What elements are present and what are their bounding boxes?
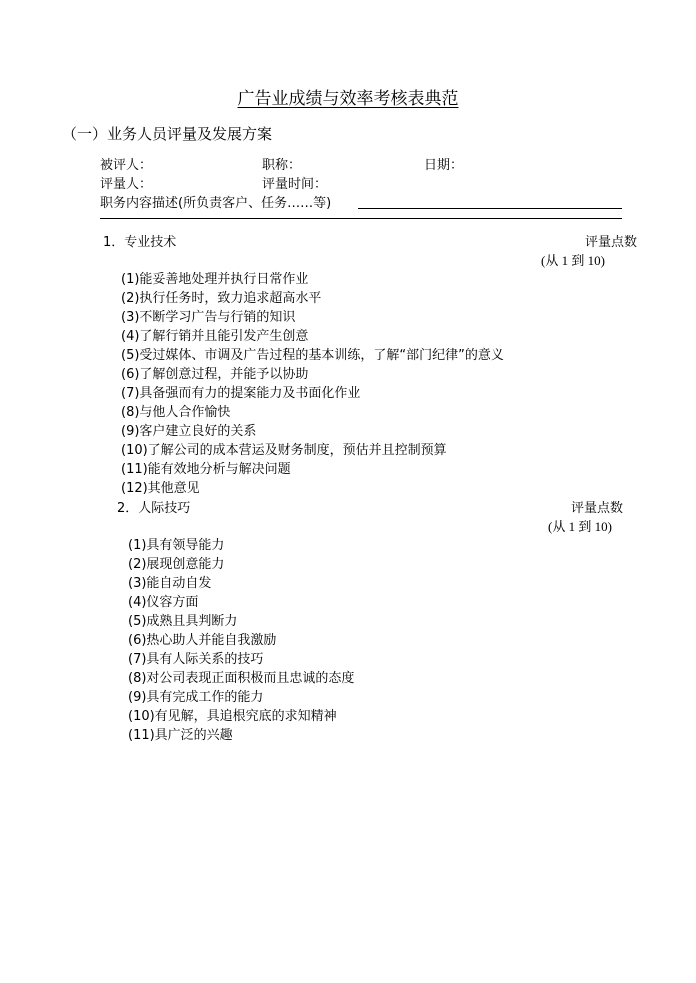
eval-time-label: 评量时间： — [262, 177, 328, 192]
part2-list-item: (5)成熟且具判断力 — [128, 614, 238, 629]
position-label: 职称： — [262, 158, 302, 173]
part1-list-item: (1)能妥善地处理并执行日常作业 — [121, 272, 309, 287]
job-description-label: 职务内容描述(所负责客户、任务……等) — [100, 196, 332, 211]
part1-list-item: (8)与他人合作愉快 — [121, 405, 231, 420]
part2-list-item: (10)有见解，具追根究底的求知精神 — [128, 709, 337, 724]
part1-list-item: (11)能有效地分析与解决问题 — [121, 462, 291, 477]
part2-list-item: (1)具有领导能力 — [128, 538, 225, 553]
part2-list-item: (7)具有人际关系的技巧 — [128, 652, 264, 667]
job-description-underline — [358, 208, 622, 209]
page-title: 广告业成绩与效率考核表典范 — [237, 89, 459, 109]
part2-score-range: (从 1 到 10) — [548, 519, 612, 534]
evaluatee-label: 被评人： — [100, 158, 153, 173]
part2-list-item: (6)热心助人并能自我激励 — [128, 633, 277, 648]
part1-list-item: (2)执行任务时，致力追求超高水平 — [121, 291, 322, 306]
part1-list-item: (5)受过媒体、市调及广告过程的基本训练，了解“部门纪律”的意义 — [121, 348, 504, 363]
part1-list-item: (7)具备强而有力的提案能力及书面化作业 — [121, 386, 361, 401]
part2-list-item: (4)仪容方面 — [128, 595, 199, 610]
part1-heading: 1．专业技术 — [103, 235, 177, 250]
part2-list-item: (11)具广泛的兴趣 — [128, 728, 233, 743]
part1-list-item: (3)不断学习广告与行销的知识 — [121, 310, 296, 325]
part1-score-label: 评量点数 — [585, 235, 638, 250]
divider-line — [100, 218, 622, 219]
section-heading: （一）业务人员评量及发展方案 — [62, 125, 273, 143]
evaluator-label: 评量人： — [100, 177, 153, 192]
part1-list-item: (12)其他意见 — [121, 481, 200, 496]
part1-list-item: (4)了解行销并且能引发产生创意 — [121, 329, 309, 344]
part2-list-item: (8)对公司表现正面积极而且忠诚的态度 — [128, 671, 355, 686]
part2-list-item: (2)展现创意能力 — [128, 557, 225, 572]
part2-score-label: 评量点数 — [571, 501, 624, 516]
part2-heading: 2．人际技巧 — [117, 501, 191, 516]
part1-score-range: (从 1 到 10) — [541, 253, 605, 268]
part2-list-item: (3)能自动自发 — [128, 576, 212, 591]
part1-list-item: (10)了解公司的成本营运及财务制度，预估并且控制预算 — [121, 443, 447, 458]
part1-list-item: (9)客户建立良好的关系 — [121, 424, 257, 439]
part2-list-item: (9)具有完成工作的能力 — [128, 690, 264, 705]
part1-list-item: (6)了解创意过程，并能予以协助 — [121, 367, 309, 382]
date-label: 日期： — [424, 158, 464, 173]
